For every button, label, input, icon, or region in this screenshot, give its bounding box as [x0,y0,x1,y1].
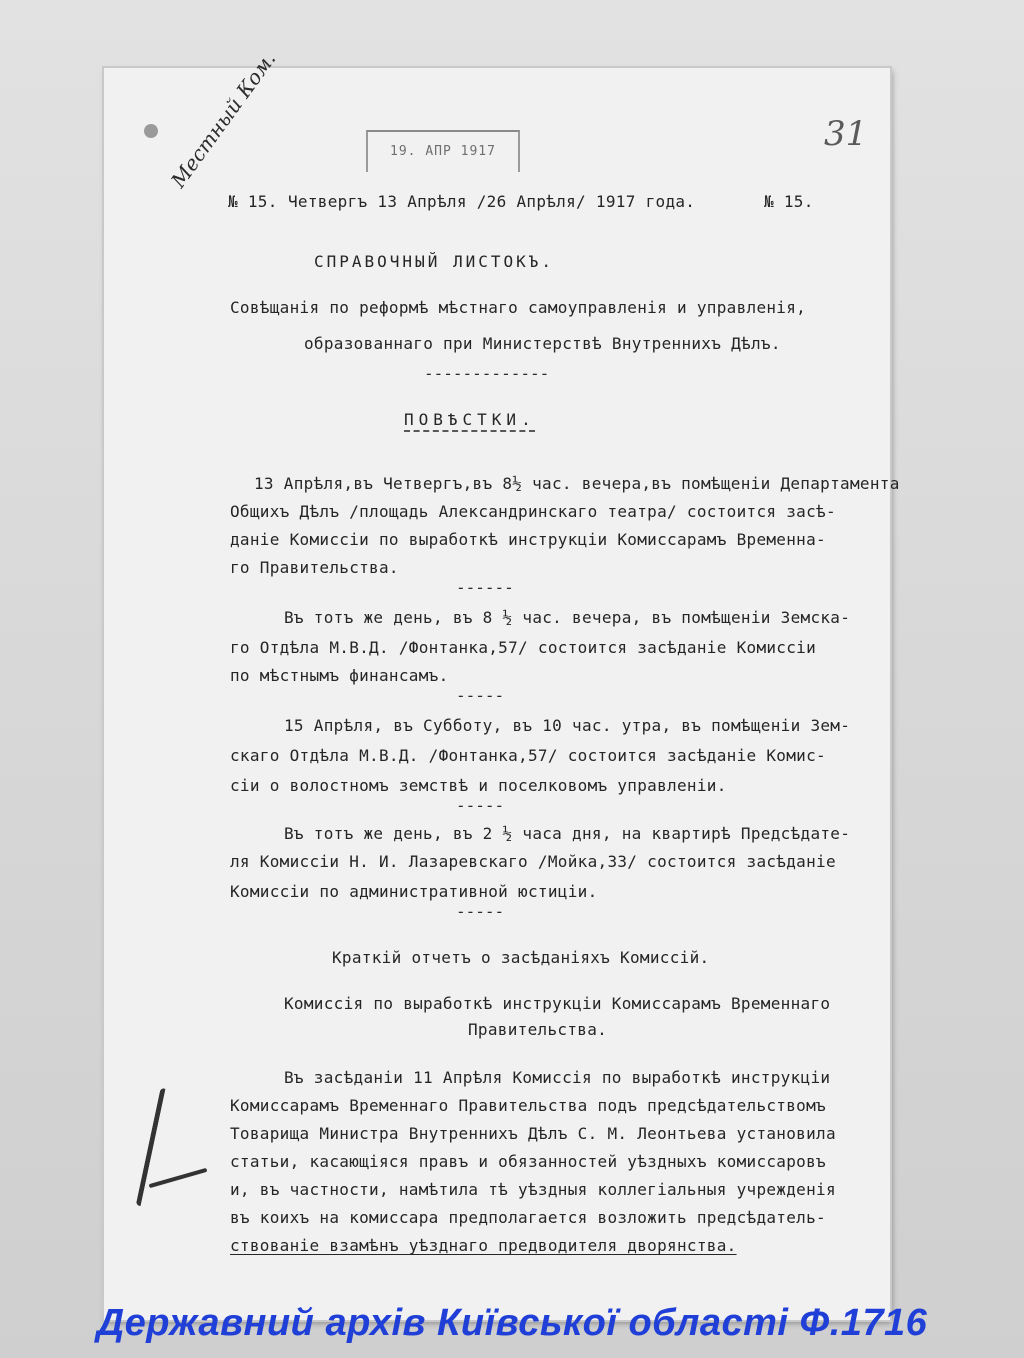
separator: ----- [456,686,505,705]
agenda-3-line-3: сіи о волостномъ земствѣ и поселковомъ управленіи. [230,776,727,795]
agenda-1-line-3: даніе Комиссіи по выработкѣ инструкціи Комиссарамъ Временна- [230,530,826,549]
archive-watermark: Державний архів Київської області Ф.1716 [96,1302,928,1344]
report-body-line-3: Товарища Министра Внутреннихъ Дѣлъ С. М. Леонтьева установила [230,1124,836,1143]
receipt-stamp: 19. АПР 1917 [366,130,520,172]
agenda-1-line-1: 13 Апрѣля,въ Четвергъ,въ 8½ час. вечера,въ помѣщеніи Департамента [254,474,900,493]
document-sheet [104,47,900,1320]
separator: ----- [456,902,505,921]
punch-hole [144,124,158,138]
report-commission-line-1: Комиссія по выработкѣ инструкціи Комиссарамъ Временнаго [284,994,831,1013]
document-title: СПРАВОЧНЫЙ ЛИСТОКЪ. [314,252,555,271]
agenda-4-line-2: ля Комиссіи Н. И. Лазаревскаго /Мойка,33/ состоится засѣданіе [230,852,836,871]
agenda-3-line-2: скаго Отдѣла М.В.Д. /Фонтанка,57/ состоится засѣданіе Комис- [230,746,826,765]
agenda-1-line-4: го Правительства. [230,558,399,577]
handwritten-page-number: 31 [824,114,868,154]
issue-number-right: № 15. [764,192,814,211]
report-body-line-7: ствованіе взамѣнъ уѣзднаго предводителя дворянства. [230,1236,737,1255]
report-body-line-2: Комиссарамъ Временнаго Правительства подъ предсѣдательствомъ [230,1096,826,1115]
agenda-2-line-1: Въ тотъ же день, въ 8 ½ час. вечера, въ помѣщеніи Земска- [284,608,851,627]
issue-date: Четвергъ 13 Апрѣля /26 Апрѣля/ 1917 года. [288,192,696,211]
agenda-4-line-3: Комиссіи по административной юстиціи. [230,882,598,901]
report-body-line-6: въ коихъ на комиссара предполагается возложить предсѣдатель- [230,1208,826,1227]
report-body-line-1: Въ засѣданіи 11 Апрѣля Комиссія по выработкѣ инструкціи [284,1068,831,1087]
document-subtitle-line-2: образованнаго при Министерствѣ Внутреннихъ Дѣлъ. [304,334,781,353]
separator: ------ [456,578,514,597]
agenda-2-line-2: го Отдѣла М.В.Д. /Фонтанка,57/ состоится засѣданіе Комиссіи [230,638,817,657]
report-body-line-4: статьи, касающіяся правъ и обязанностей уѣздныхъ комиссаровъ [230,1152,826,1171]
agenda-1-line-2: Общихъ Дѣлъ /площадь Александринскаго театра/ состоится засѣ- [230,502,836,521]
agenda-3-line-1: 15 Апрѣля, въ Субботу, въ 10 час. утра, въ помѣщеніи Зем- [284,716,851,735]
pencil-mark-icon [136,1088,176,1208]
agenda-4-line-1: Въ тотъ же день, въ 2 ½ часа дня, на квартирѣ Предсѣдате- [284,824,851,843]
handwritten-note: Местный Ком. [166,47,281,193]
report-heading: Краткій отчетъ о засѣданіяхъ Комиссій. [332,948,710,967]
separator: ----- [456,796,505,815]
section-heading-agenda: ПОВѢСТКИ. [404,410,536,429]
issue-number-left: № 15. [228,192,278,211]
report-commission-line-2: Правительства. [468,1020,608,1039]
document-subtitle-line-1: Совѣщанія по реформѣ мѣстнаго самоуправленія и управленія, [230,298,807,317]
agenda-2-line-3: по мѣстнымъ финансамъ. [230,666,449,685]
report-body-line-5: и, въ частности, намѣтила тѣ уѣздныя коллегіальныя учрежденія [230,1180,836,1199]
title-rule: ------------- [424,364,550,383]
